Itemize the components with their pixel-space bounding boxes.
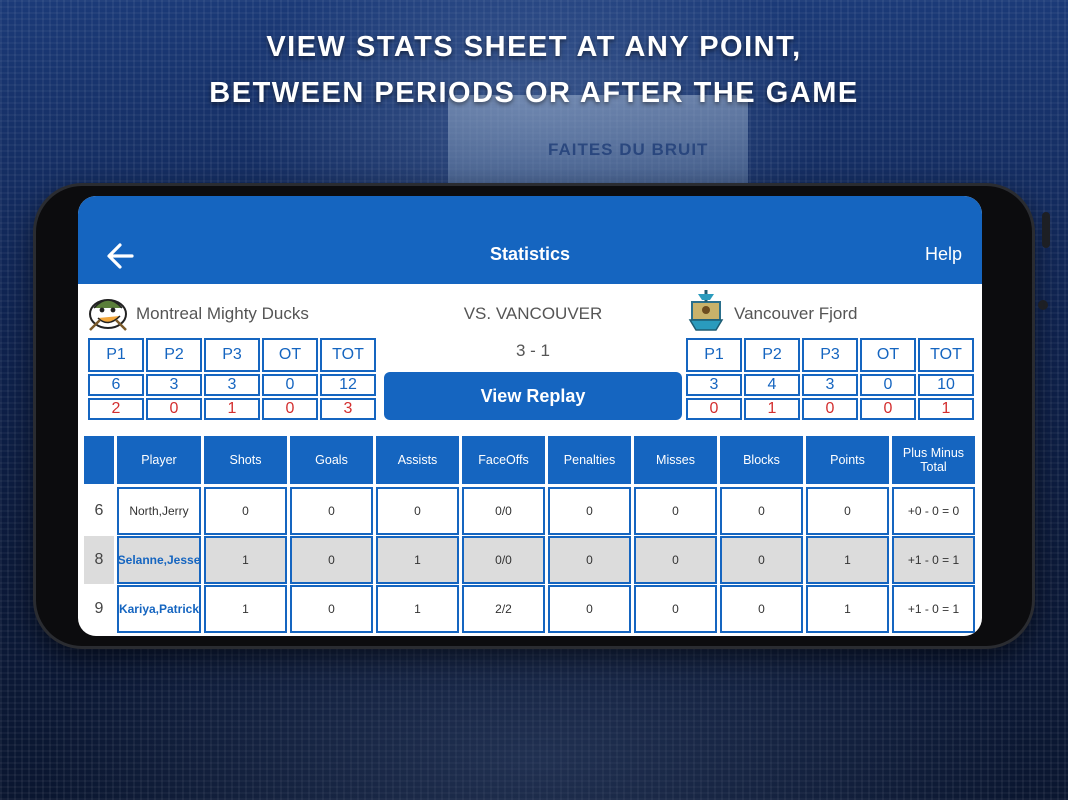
period-value: 0	[860, 374, 916, 396]
cell-faceoffs: 0/0	[462, 536, 545, 584]
period-value: 3	[204, 374, 260, 396]
column-header-blocks[interactable]: Blocks	[720, 436, 803, 484]
column-header-shots[interactable]: Shots	[204, 436, 287, 484]
period-value: 0	[860, 398, 916, 420]
cell-penalties: 0	[548, 487, 631, 535]
home-team-name: Montreal Mighty Ducks	[136, 304, 309, 323]
cell-blocks: 0	[720, 487, 803, 535]
period-header: P2	[744, 338, 800, 372]
period-value: 10	[918, 374, 974, 396]
cell-assists: 0	[376, 487, 459, 535]
period-value: 12	[320, 374, 376, 396]
table-row[interactable]	[84, 536, 982, 584]
column-header-assists[interactable]: Assists	[376, 436, 459, 484]
cell-goals: 0	[290, 536, 373, 584]
cell-blocks: 0	[720, 585, 803, 633]
period-value: 0	[262, 398, 318, 420]
column-header-player[interactable]: Player	[117, 436, 201, 484]
period-value: 3	[146, 374, 202, 396]
cell-plus-minus: +1 - 0 = 1	[892, 585, 975, 633]
player-name[interactable]: North,Jerry	[117, 487, 201, 535]
period-header: OT	[262, 338, 318, 372]
away-period-scores	[684, 336, 976, 422]
column-header-goals[interactable]: Goals	[290, 436, 373, 484]
cell-shots: 1	[204, 536, 287, 584]
cell-misses: 0	[634, 487, 717, 535]
cell-plus-minus: +0 - 0 = 0	[892, 487, 975, 535]
cell-misses: 0	[634, 585, 717, 633]
column-header-plus-minus[interactable]: Plus Minus Total	[892, 436, 975, 484]
promo-headline	[0, 24, 1068, 116]
period-value: 1	[744, 398, 800, 420]
phone-camera	[1038, 300, 1048, 310]
matchup-label: VS. VANCOUVER	[463, 304, 603, 323]
phone-speaker	[1042, 212, 1050, 248]
period-header: OT	[860, 338, 916, 372]
jersey-number: 8	[84, 536, 114, 584]
game-score: 3 - 1	[515, 341, 551, 360]
app-screen	[78, 196, 982, 636]
cell-blocks: 0	[720, 536, 803, 584]
away-team-name: Vancouver Fjord	[734, 304, 858, 323]
period-value: 0	[146, 398, 202, 420]
viking-ship-logo-icon	[684, 288, 728, 332]
cell-penalties: 0	[548, 585, 631, 633]
cell-penalties: 0	[548, 536, 631, 584]
cell-shots: 1	[204, 585, 287, 633]
cell-shots: 0	[204, 487, 287, 535]
stats-table-header	[84, 436, 982, 484]
cell-points: 1	[806, 536, 889, 584]
period-header: P2	[146, 338, 202, 372]
jersey-number: 6	[94, 502, 104, 519]
column-header-points[interactable]: Points	[806, 436, 889, 484]
period-header: P3	[204, 338, 260, 372]
period-header: P1	[88, 338, 144, 372]
page-title: Statistics	[489, 244, 571, 264]
cell-goals: 0	[290, 585, 373, 633]
cell-assists: 1	[376, 585, 459, 633]
column-header-misses[interactable]: Misses	[634, 436, 717, 484]
table-row[interactable]	[84, 585, 982, 633]
period-value: 4	[744, 374, 800, 396]
table-row[interactable]	[84, 487, 982, 535]
column-header	[84, 436, 114, 484]
period-header: P3	[802, 338, 858, 372]
duck-logo-icon	[86, 290, 130, 334]
period-header: TOT	[918, 338, 974, 372]
period-value: 2	[88, 398, 144, 420]
period-value: 1	[204, 398, 260, 420]
cell-points: 1	[806, 585, 889, 633]
cell-points: 0	[806, 487, 889, 535]
cell-misses: 0	[634, 536, 717, 584]
player-name[interactable]: Kariya,Patrick	[117, 585, 201, 633]
period-header: TOT	[320, 338, 376, 372]
home-period-scores	[86, 336, 378, 422]
period-value: 0	[262, 374, 318, 396]
period-value: 1	[918, 398, 974, 420]
column-header-faceoffs[interactable]: FaceOffs	[462, 436, 545, 484]
cell-faceoffs: 0/0	[462, 487, 545, 535]
cell-plus-minus: +1 - 0 = 1	[892, 536, 975, 584]
column-header-penalties[interactable]: Penalties	[548, 436, 631, 484]
help-button[interactable]: Help	[924, 244, 962, 264]
period-value: 3	[686, 374, 742, 396]
period-value: 0	[802, 398, 858, 420]
cell-goals: 0	[290, 487, 373, 535]
period-value: 0	[686, 398, 742, 420]
period-value: 3	[320, 398, 376, 420]
top-app-bar	[78, 196, 982, 284]
arena-banner-text: FAITES DU BRUIT	[548, 140, 709, 159]
player-name[interactable]: Selanne,Jesse	[117, 536, 201, 584]
period-value: 6	[88, 374, 144, 396]
view-replay-button[interactable]: View Replay	[384, 372, 682, 420]
cell-faceoffs: 2/2	[462, 585, 545, 633]
headline-line-2: BETWEEN PERIODS OR AFTER THE GAME	[209, 77, 859, 109]
period-value: 3	[802, 374, 858, 396]
jersey-number: 9	[94, 600, 104, 617]
period-header: P1	[686, 338, 742, 372]
headline-line-1: VIEW STATS SHEET AT ANY POINT,	[266, 31, 802, 63]
cell-assists: 1	[376, 536, 459, 584]
